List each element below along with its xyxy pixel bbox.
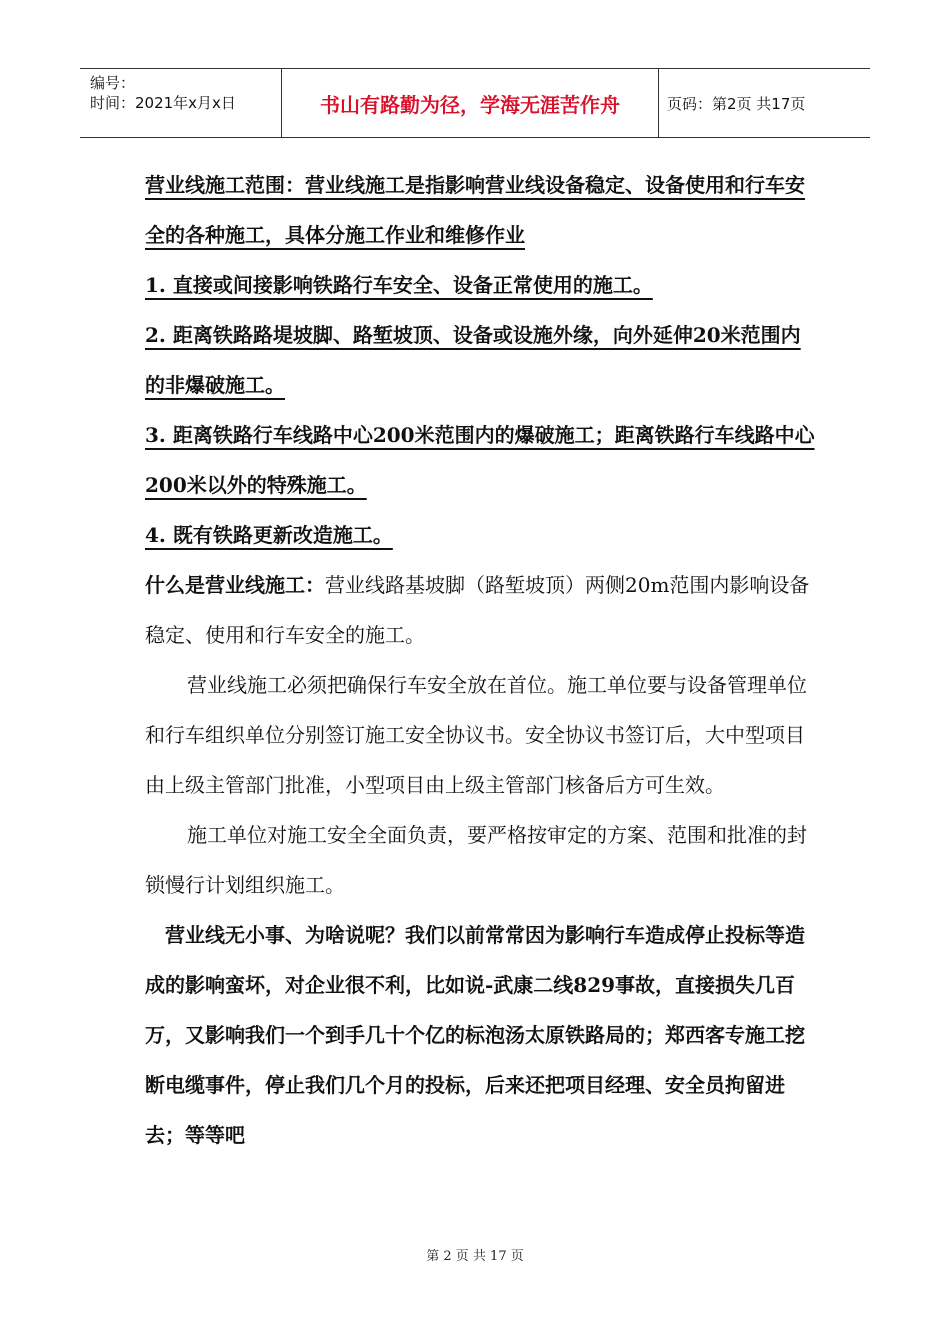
page-footer: 第 2 页 共 17 页	[426, 1249, 524, 1264]
page-header	[80, 68, 870, 138]
responsibility-paragraph: 施工单位对施工安全全面负责，要严格按审定的方案、范围和批准的封锁慢行计划组织施工。	[145, 823, 807, 897]
header-motto: 书山有路勤为径，学海无涯苦作舟	[282, 69, 659, 137]
definition-text: 营业线路基坡脚（路堑坡顶）两侧20m范围内影响设备稳定、使用和行车安全的施工。	[145, 573, 810, 647]
list-item-2: 2. 距离铁路路堤坡脚、路堑坡顶、设备或设施外缘，向外延伸20米范围内的非爆破施工。	[145, 323, 801, 397]
header-page-info: 页码：第2页 共17页	[667, 94, 806, 113]
header-meta	[80, 69, 282, 137]
definition-label: 什么是营业线施工：	[145, 573, 325, 597]
number-label: 编号：	[90, 74, 136, 92]
scope-paragraph: 营业线施工范围：营业线施工是指影响营业线设备稳定、设备使用和行车安全的各种施工，具体分施工作业和维修作业	[145, 173, 805, 247]
warning-paragraph: 营业线无小事、为啥说呢？我们以前常常因为影响行车造成停止投标等造成的影响蛮坏，对企业很不利，比如说-武康二线829事故，直接损失几百万，又影响我们一个到手几十个亿的标泡汤太原铁路局的；郑西客专施工挖断电缆事件，停止我们几个月的投标，后来还把项目经理、安全员拘留进去；等等吧	[145, 923, 805, 1147]
list-item-3: 3. 距离铁路行车线路中心200米范围内的爆破施工；距离铁路行车线路中心200米以外的特殊施工。	[145, 423, 815, 497]
list-item-4: 4. 既有铁路更新改造施工。	[145, 523, 393, 547]
safety-paragraph: 营业线施工必须把确保行车安全放在首位。施工单位要与设备管理单位和行车组织单位分别签订施工安全协议书。安全协议书签订后，大中型项目由上级主管部门批准，小型项目由上级主管部门核备后方可生效。	[145, 673, 807, 797]
list-item-1: 1. 直接或间接影响铁路行车安全、设备正常使用的施工。	[145, 273, 653, 297]
document-body	[145, 160, 817, 1160]
definition-paragraph	[145, 560, 817, 660]
time-label: 时间：2021年x月x日	[90, 94, 236, 112]
